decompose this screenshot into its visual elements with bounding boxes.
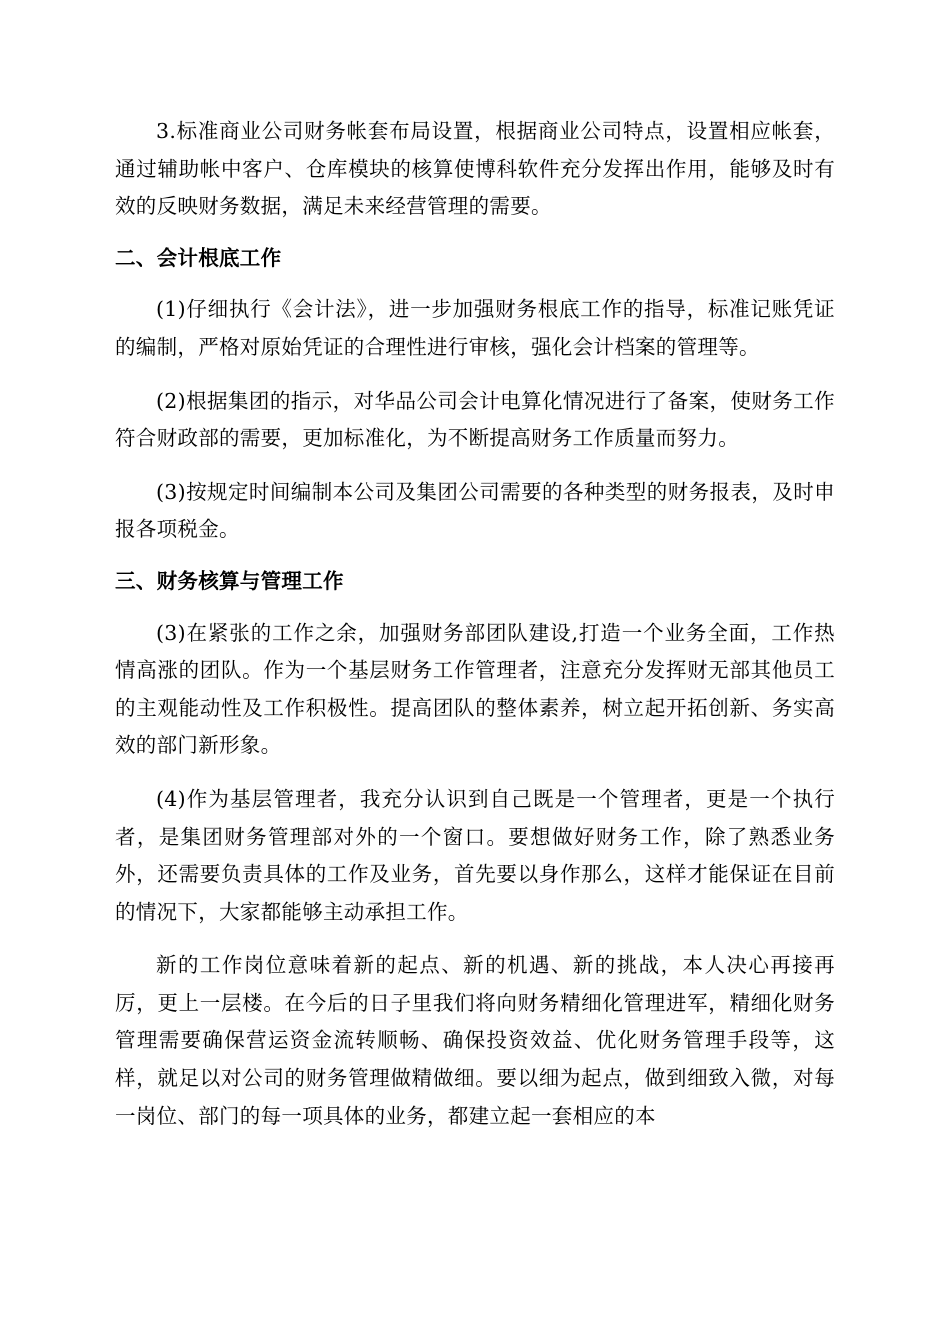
paragraph-team-building: (3)在紧张的工作之余，加强财务部团队建设,打造一个业务全面，工作热情高涨的团队。作为一个基层财务工作管理者，注意充分发挥财无部其他员工的主观能动性及工作积极性。提高团队的整体素养，树立起开拓创新、务实高效的部门新形象。 xyxy=(115,620,835,758)
paragraph-accounting-law: (1)仔细执行《会计法》，进一步加强财务根底工作的指导，标准记账凭证的编制，严格对原始凭证的合理性进行审核，强化会计档案的管理等。 xyxy=(115,297,835,359)
paragraph-ledger-setup: 3.标准商业公司财务帐套布局设置，根据商业公司特点，设置相应帐套，通过辅助帐中客户、仓库模块的核算使博科软件充分发挥出作用，能够及时有效的反映财务数据，满足未来经营管理的需要。 xyxy=(115,119,835,219)
section-heading-accounting-basics: 二、会计根底工作 xyxy=(115,245,282,270)
section-heading-accounting-management: 三、财务核算与管理工作 xyxy=(115,568,344,593)
paragraph-manager-role: (4)作为基层管理者，我充分认识到自己既是一个管理者，更是一个执行者，是集团财务管理部对外的一个窗口。要想做好财务工作，除了熟悉业务外，还需要负责具体的工作及业务，首先要以身作那么，这样才能保证在目前的情况下，大家都能够主动承担工作。 xyxy=(115,786,835,924)
paragraph-computerization: (2)根据集团的指示，对华品公司会计电算化情况进行了备案，使财务工作符合财政部的需要，更加标准化，为不断提高财务工作质量而努力。 xyxy=(115,388,835,451)
paragraph-financial-reports: (3)按规定时间编制本公司及集团公司需要的各种类型的财务报表，及时申报各项税金。 xyxy=(115,479,835,542)
document-page xyxy=(115,113,835,1135)
paragraph-new-position: 新的工作岗位意味着新的起点、新的机遇、新的挑战，本人决心再接再厉，更上一层楼。在今后的日子里我们将向财务精细化管理进军，精细化财务管理需要确保营运资金流转顺畅、确保投资效益、优化财务管理手段等，这样，就足以对公司的财务管理做精做细。要以细为起点，做到细致入微，对每一岗位、部门的每一项具体的业务，都建立起一套相应的本 xyxy=(115,953,835,1128)
